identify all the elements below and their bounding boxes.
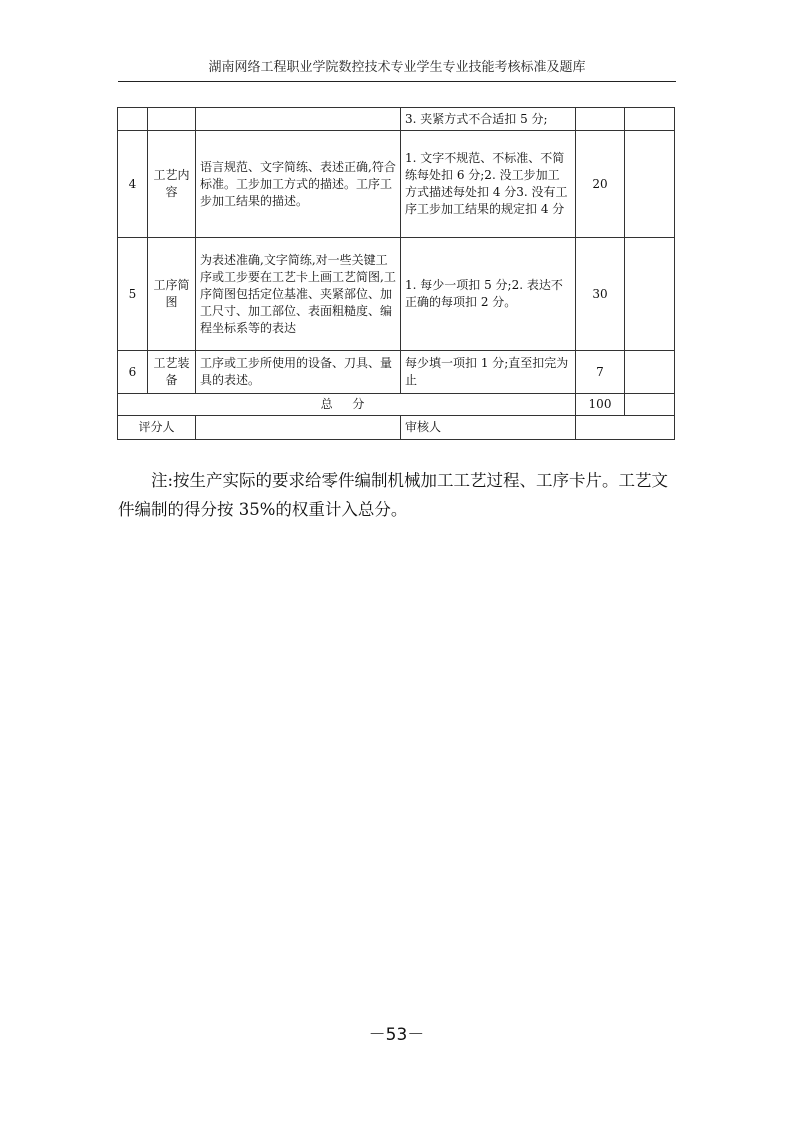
page-header: 湖南网络工程职业学院数控技术专业学生专业技能考核标准及题库 xyxy=(208,60,586,75)
row-requirement: 工序或工步所使用的设备、刀具、量具的表述。 xyxy=(196,351,401,394)
row-item: 工艺装备 xyxy=(148,351,196,394)
row-deduction: 1. 文字不规范、不标准、不简练每处扣 6 分;2. 没工步加工方式描述每处扣 4 分3. 没有工序工步加工结果的规定扣 4 分 xyxy=(401,131,576,238)
table-row xyxy=(118,108,675,131)
scorer-label: 评分人 xyxy=(118,416,196,440)
table-row xyxy=(118,351,675,394)
scorer-value xyxy=(196,416,401,440)
row-requirement: 为表述准确,文字简练,对一些关键工序或工步要在工艺卡上画工艺简图,工序简图包括定位基准、夹紧部位、加工尺寸、加工部位、表面粗糙度、编程坐标系等的表达 xyxy=(196,238,401,351)
table-row xyxy=(118,238,675,351)
total-label: 总 分 xyxy=(118,394,576,416)
row-score: 30 xyxy=(576,238,625,351)
row-score xyxy=(576,108,625,131)
row-number: 5 xyxy=(118,238,148,351)
reviewer-label: 审核人 xyxy=(401,416,576,440)
note-paragraph: 注:按生产实际的要求给零件编制机械加工工艺过程、工序卡片。工艺文件编制的得分按 35%的权重计入总分。 xyxy=(118,471,669,519)
total-row xyxy=(118,394,675,416)
row-item: 工艺内容 xyxy=(148,131,196,238)
total-value: 100 xyxy=(576,394,625,416)
scoring-table xyxy=(117,107,675,440)
row-extra xyxy=(625,351,675,394)
row-score: 7 xyxy=(576,351,625,394)
page-number: －53－ xyxy=(368,1025,425,1045)
row-extra xyxy=(625,131,675,238)
row-requirement xyxy=(196,108,401,131)
row-number: 4 xyxy=(118,131,148,238)
row-deduction: 1. 每少一项扣 5 分;2. 表达不正确的每项扣 2 分。 xyxy=(401,238,576,351)
reviewer-value xyxy=(576,416,675,440)
total-extra xyxy=(625,394,675,416)
signature-row xyxy=(118,416,675,440)
row-score: 20 xyxy=(576,131,625,238)
row-deduction: 3. 夹紧方式不合适扣 5 分; xyxy=(401,108,576,131)
header-rule xyxy=(118,81,676,82)
row-number xyxy=(118,108,148,131)
row-requirement: 语言规范、文字简练、表述正确,符合标准。工步加工方式的描述。工序工步加工结果的描述。 xyxy=(196,131,401,238)
row-item xyxy=(148,108,196,131)
table-row xyxy=(118,131,675,238)
row-item: 工序简图 xyxy=(148,238,196,351)
row-extra xyxy=(625,238,675,351)
row-deduction: 每少填一项扣 1 分;直至扣完为止 xyxy=(401,351,576,394)
row-number: 6 xyxy=(118,351,148,394)
row-extra xyxy=(625,108,675,131)
